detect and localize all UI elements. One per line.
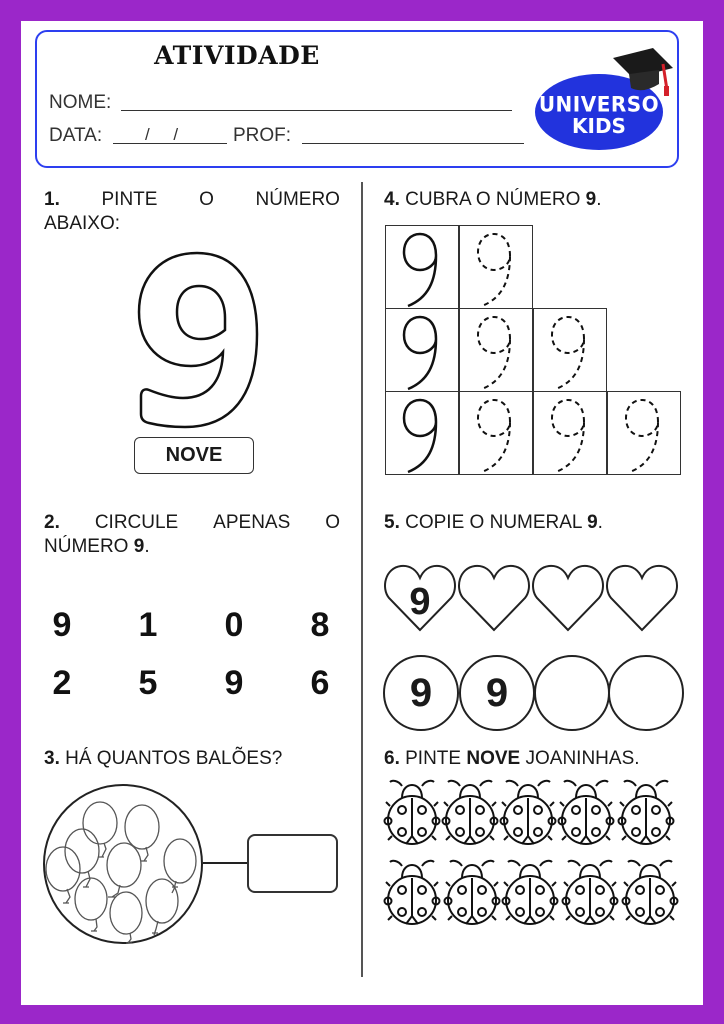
trace-cell-solid: [385, 308, 459, 392]
circle-blank[interactable]: [534, 655, 610, 731]
ladybug-icon: [443, 781, 498, 844]
date-label: DATA:: [49, 125, 103, 146]
ex2-word: APENAS: [213, 512, 291, 533]
column-divider: [361, 182, 363, 977]
exercise-1-number: 1.: [44, 189, 60, 210]
name-field[interactable]: [121, 110, 512, 111]
balloon-count-answer-box[interactable]: [247, 834, 338, 893]
heart-digit: 9: [409, 581, 431, 623]
exercise-4-number: 4.: [384, 189, 400, 210]
ladybug-icon: [385, 781, 440, 844]
exercise-1-line2: ABAIXO:: [44, 213, 121, 234]
name-label: NOME:: [49, 92, 112, 113]
trace-cell-dashed[interactable]: [459, 308, 533, 392]
trace-cell-solid: [385, 391, 459, 475]
digit-option[interactable]: 2: [52, 664, 72, 702]
ladybug-icon: [559, 781, 614, 844]
logo-line2: KIDS: [572, 114, 626, 138]
circle-digit: 9: [383, 655, 459, 731]
ladybug-icon: [501, 781, 556, 844]
exercise-4-bold: 9: [585, 189, 597, 210]
ex1-word: NÚMERO: [255, 189, 340, 210]
heart-blank[interactable]: [623, 580, 661, 624]
heart-blank[interactable]: [549, 580, 587, 624]
ladybug-icon: [385, 861, 440, 924]
ex2-word: O: [325, 512, 340, 533]
exercise-5-heading: [384, 511, 603, 535]
exercise-5-text: COPIE O NUMERAL: [399, 512, 588, 533]
ex2-word: CIRCULE: [94, 512, 179, 533]
exercise-3-text: HÁ QUANTOS BALÕES?: [59, 748, 283, 769]
exercise-6-number: 6.: [384, 748, 400, 769]
ladybug-icon: [623, 861, 678, 924]
header-box: [35, 30, 679, 168]
number-word-box: NOVE: [134, 437, 254, 474]
ex1-word: PINTE: [101, 189, 158, 210]
trace-cell-dashed[interactable]: [533, 391, 607, 475]
ladybug-icon: [619, 781, 674, 844]
exercise-5-bold: 9: [587, 512, 598, 533]
exercise-6-text: PINTE: [399, 748, 467, 769]
exercise-4-heading: [384, 188, 602, 212]
circles-row: [383, 655, 683, 731]
circle-blank[interactable]: [608, 655, 684, 731]
exercise-3-number: 3.: [44, 748, 60, 769]
digit-option[interactable]: 0: [224, 606, 244, 644]
digit-option[interactable]: 9: [224, 664, 244, 702]
exercise-5-number: 5.: [384, 512, 400, 533]
exercise-6-heading: [384, 747, 640, 771]
exercise-4-text: CUBRA O NÚMERO: [399, 189, 586, 210]
digit-option[interactable]: 5: [138, 664, 158, 702]
worksheet-title: ATIVIDADE: [154, 41, 320, 70]
exercise-5-suffix: .: [597, 512, 603, 533]
exercise-1-heading: [44, 188, 340, 236]
teacher-label: PROF:: [233, 125, 292, 146]
exercise-2-heading: [44, 511, 340, 559]
tracing-grid: [385, 225, 685, 480]
trace-cell-dashed[interactable]: [607, 391, 681, 475]
trace-cell-solid: [385, 225, 459, 309]
hearts-row: [383, 562, 683, 634]
ex2-line2-suffix: .: [144, 536, 150, 557]
ex1-word: O: [199, 189, 214, 210]
trace-cell-dashed[interactable]: [459, 391, 533, 475]
connector-line: [203, 862, 247, 864]
universo-kids-logo: [525, 46, 681, 156]
exercise-3-heading: [44, 747, 282, 771]
circle-digit: 9: [459, 655, 535, 731]
logo-line1: UNIVERSO: [538, 91, 660, 117]
date-separators: / /: [145, 125, 179, 144]
exercise-4-suffix: .: [596, 189, 602, 210]
ladybug-icon: [445, 861, 500, 924]
digit-option[interactable]: 8: [310, 606, 330, 644]
exercise-2-number: 2.: [44, 512, 60, 533]
balloons-circle: [42, 783, 205, 946]
digit-option[interactable]: 9: [52, 606, 72, 644]
trace-cell-dashed[interactable]: [459, 225, 533, 309]
ladybugs-grid: [382, 778, 682, 938]
big-nine-outline[interactable]: [133, 248, 263, 432]
digit-option[interactable]: 1: [138, 606, 158, 644]
trace-cell-dashed[interactable]: [533, 308, 607, 392]
exercise-6-bold: NOVE: [466, 748, 521, 769]
ladybug-icon: [503, 861, 558, 924]
teacher-field[interactable]: [302, 143, 524, 144]
heart-blank[interactable]: [475, 580, 513, 624]
ex2-line2-bold: 9: [133, 536, 145, 557]
exercise-6-suffix: JOANINHAS.: [520, 748, 640, 769]
ex2-line2-text: NÚMERO: [44, 536, 134, 557]
ladybug-icon: [563, 861, 618, 924]
digit-option[interactable]: 6: [310, 664, 330, 702]
